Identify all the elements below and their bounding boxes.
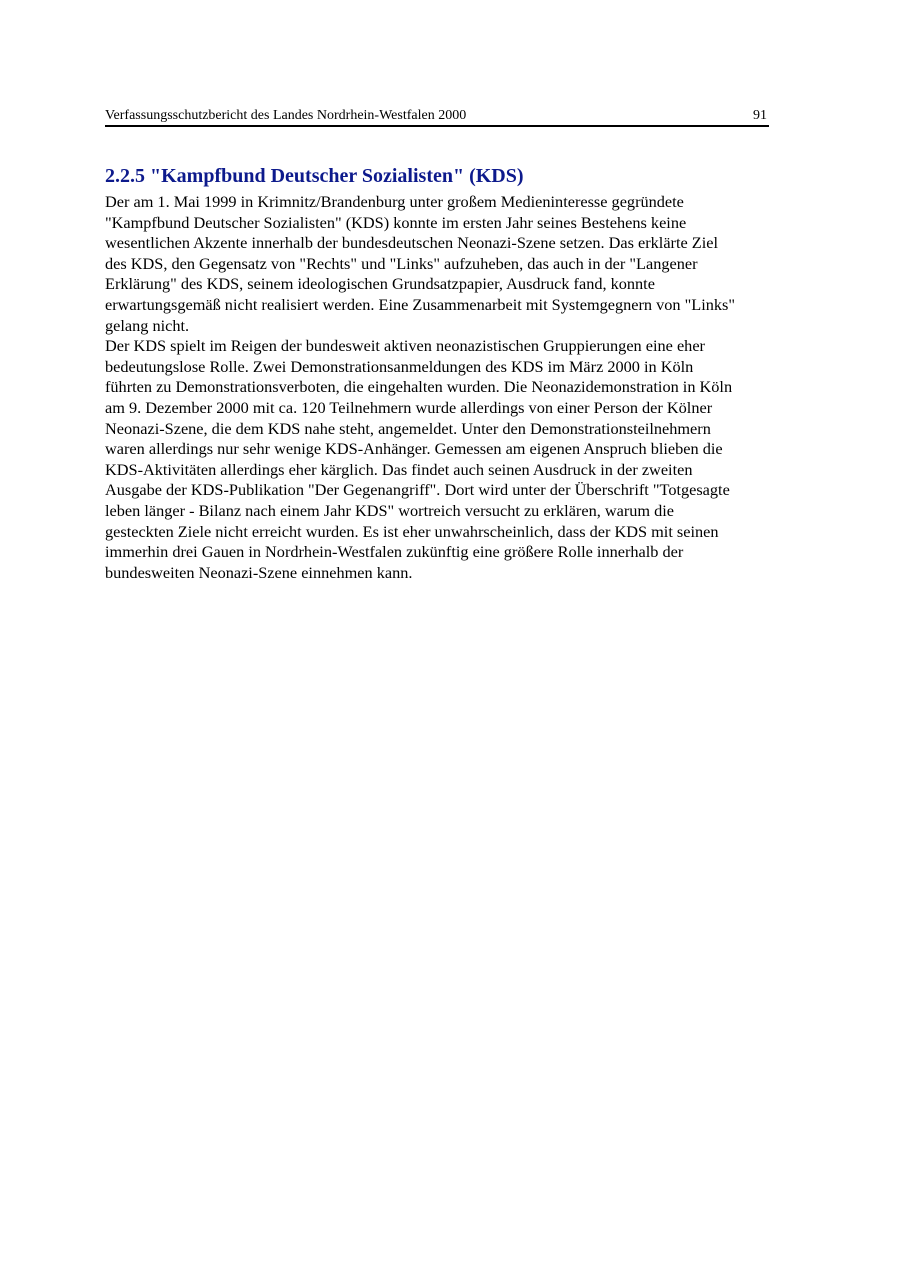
page-number: 91 — [753, 108, 767, 123]
body-line: bundesweiten Neonazi-Szene einnehmen kann. — [105, 562, 413, 582]
body-line: waren allerdings nur sehr wenige KDS-Anhänger. Gemessen am eigenen Anspruch blieben die — [105, 439, 723, 459]
body-line: "Kampfbund Deutscher Sozialisten" (KDS) konnte im ersten Jahr seines Bestehens keine — [105, 212, 687, 232]
body-line: gelang nicht. — [105, 315, 190, 335]
body-line: Der am 1. Mai 1999 in Krimnitz/Brandenburg unter großem Medieninteresse gegründete — [105, 192, 684, 211]
body-line: Der KDS spielt im Reigen der bundesweit aktiven neonazistischen Gruppierungen eine eher — [105, 336, 705, 356]
body-line: wesentlichen Akzente innerhalb der bundesdeutschen Neonazi-Szene setzen. Das erklärte Ziel — [105, 233, 719, 253]
running-header — [105, 107, 769, 127]
body-line: Erklärung" des KDS, seinem ideologischen Grundsatzpapier, Ausdruck fand, konnte — [105, 274, 655, 294]
body-line: KDS-Aktivitäten allerdings eher kärglich. Das findet auch seinen Ausdruck in der zweiten — [105, 459, 693, 479]
body-line: des KDS, den Gegensatz von "Rechts" und "Links" aufzuheben, das auch in der "Langener — [105, 253, 698, 273]
body-line: immerhin drei Gauen in Nordrhein-Westfalen zukünftig eine größere Rolle innerhalb der — [105, 542, 684, 562]
header-title: Verfassungsschutzbericht des Landes Nordrhein-Westfalen 2000 — [105, 108, 467, 123]
body-line: führten zu Demonstrationsverboten, die eingehalten wurden. Die Neonazidemonstration in Köln — [105, 377, 733, 397]
body-line: leben länger - Bilanz nach einem Jahr KDS" wortreich versucht zu erklären, warum die — [105, 500, 675, 520]
body-line: am 9. Dezember 2000 mit ca. 120 Teilnehmern wurde allerdings von einer Person der Kölner — [105, 397, 713, 417]
section-body — [105, 192, 795, 583]
body-line: Ausgabe der KDS-Publikation "Der Gegenangriff". Dort wird unter der Überschrift "Totgesagte — [105, 480, 730, 500]
body-line: erwartungsgemäß nicht realisiert werden. Eine Zusammenarbeit mit Systemgegnern von "Links" — [105, 294, 735, 314]
body-line: gesteckten Ziele nicht erreicht wurden. Es ist eher unwahrscheinlich, dass der KDS mit seinen — [105, 521, 719, 541]
section-heading: 2.2.5 "Kampfbund Deutscher Sozialisten" (KDS) — [105, 165, 524, 187]
body-line: Neonazi-Szene, die dem KDS nahe steht, angemeldet. Unter den Demonstrationsteilnehmern — [105, 418, 711, 438]
body-line: bedeutungslose Rolle. Zwei Demonstrationsanmeldungen des KDS im März 2000 in Köln — [105, 356, 694, 376]
